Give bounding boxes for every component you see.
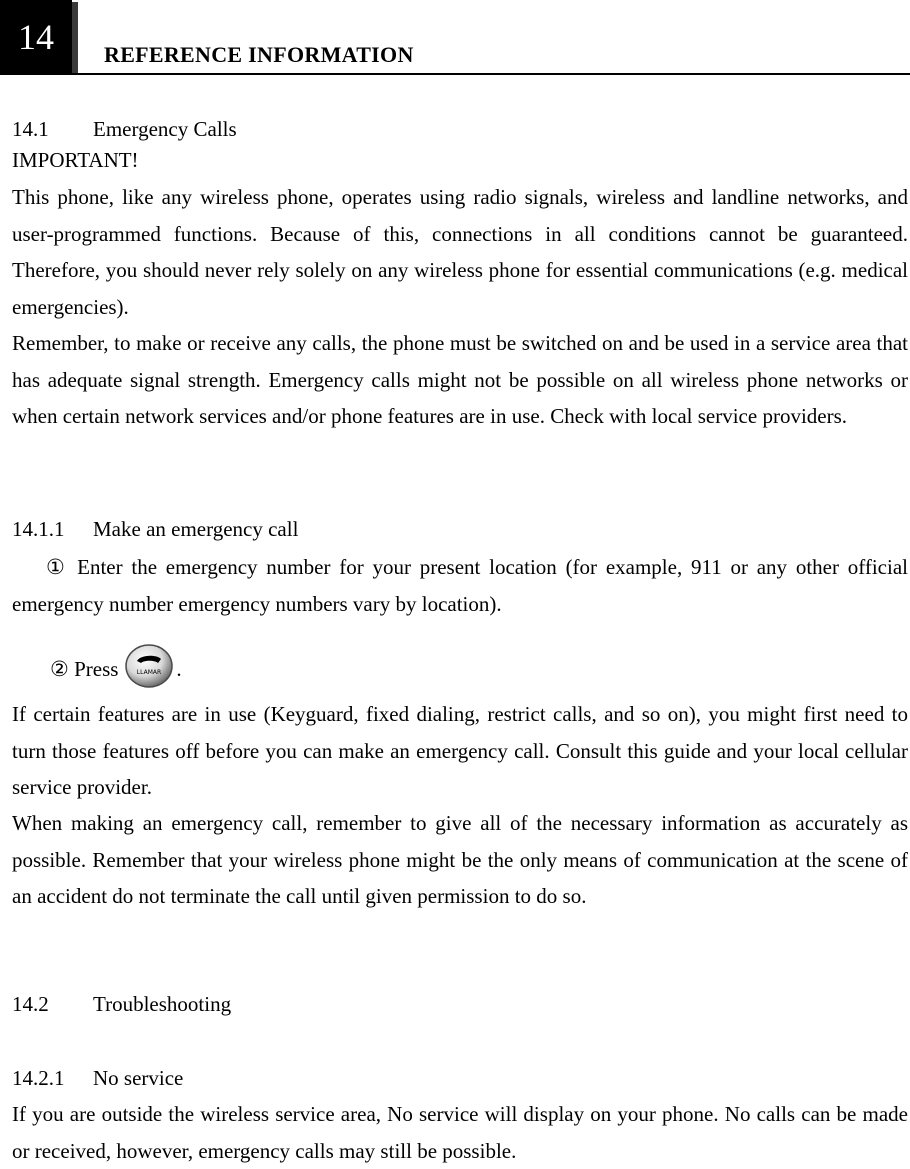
- section-number: 14.2.1: [12, 1066, 65, 1090]
- chapter-box-shadow: [72, 2, 78, 74]
- emergency-call-para-2: When making an emergency call, remember to give all of the necessary information as accurately as possible. Remember that your wireless phone might be the only means of communication at the scene of an accident do not terminate the call until given permission to do so.: [12, 811, 908, 909]
- section-number: 14.1.1: [12, 517, 65, 541]
- chapter-number-box: [0, 0, 72, 74]
- step-2-text: ② Press: [50, 657, 119, 681]
- section-title: Emergency Calls: [93, 117, 237, 141]
- call-key-icon: [124, 649, 172, 693]
- chapter-title: REFERENCE INFORMATION: [104, 42, 414, 67]
- emergency-para-2: Remember, to make or receive any calls, the phone must be switched on and be used in a service area that has adequate signal strength. Emergency calls might not be possible on all wireless phone networks or when certain network services and/or phone features are in use. Check with local service providers.: [12, 331, 908, 429]
- section-title: Make an emergency call: [93, 517, 299, 541]
- section-title: Troubleshooting: [93, 992, 232, 1016]
- no-service-para: If you are outside the wireless service area, No service will display on your phone. No calls can be made or received, however, emergency calls may still be possible.: [12, 1102, 908, 1163]
- section-14-2-heading: [12, 986, 908, 1023]
- section-14-2-1-heading: [12, 1060, 908, 1097]
- important-label: IMPORTANT!: [12, 148, 139, 172]
- emergency-call-para-1: If certain features are in use (Keyguard, fixed dialing, restrict calls, and so on), you might first need to turn those features off before you can make an emergency call. Consult this guide and your local cellular service provider.: [12, 702, 908, 800]
- step-2: [50, 643, 350, 695]
- header-rule: [0, 73, 910, 75]
- section-number: 14.1: [12, 117, 49, 141]
- section-14-1-1-heading: [12, 511, 908, 548]
- section-number: 14.2: [12, 992, 49, 1016]
- step-2-period: .: [176, 657, 182, 681]
- step-1: ① Enter the emergency number for your present location (for example, 911 or any other official emergency number emergency numbers vary by location).: [12, 555, 908, 616]
- section-title: No service: [93, 1066, 184, 1090]
- chapter-number: 14: [18, 17, 54, 57]
- emergency-para-1: This phone, like any wireless phone, operates using radio signals, wireless and landline networks, and user-programmed functions. Because of this, connections in all conditions cannot be guaranteed. Therefore, you should never rely solely on any wireless phone for essential communications (e.g. medical emergencies).: [12, 185, 908, 319]
- call-key-icon-label: LLAMAR: [137, 669, 162, 677]
